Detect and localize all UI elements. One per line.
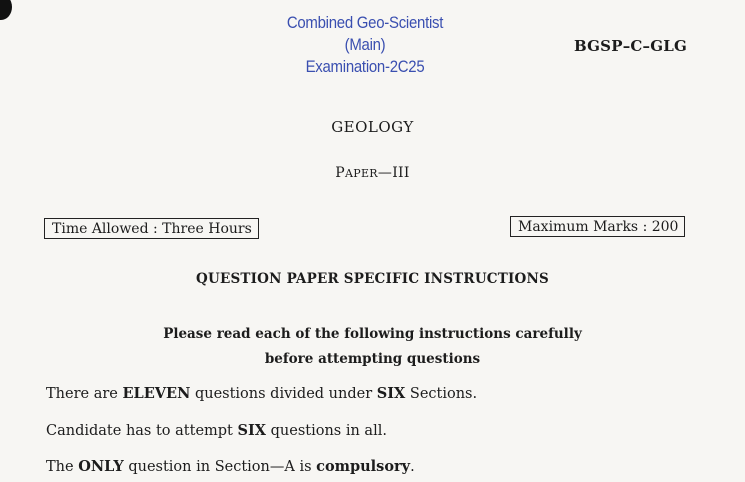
instruction-bold: SIX — [237, 422, 267, 439]
subject-title: GEOLOGY — [331, 118, 414, 136]
instruction-bold: SIX — [376, 385, 406, 402]
instruction-line — [46, 422, 387, 439]
stamp-line-2: Examination-2C25 — [305, 57, 425, 76]
paper-code: BGSP–C–GLG — [574, 37, 687, 55]
time-allowed-box: Time Allowed : Three Hours — [44, 218, 259, 239]
instructions-heading: QUESTION PAPER SPECIFIC INSTRUCTIONS — [196, 271, 549, 287]
instruction-text: Sections. — [405, 386, 478, 402]
instruction-bold: ELEVEN — [122, 385, 191, 402]
please-read-note — [0, 322, 745, 372]
instruction-bold: compulsory — [316, 458, 411, 475]
instruction-text: . — [410, 459, 415, 475]
paper-title: PAPER—III — [335, 165, 410, 181]
please-read-line-2: before attempting questions — [264, 351, 481, 367]
instruction-text: The — [46, 459, 79, 475]
instruction-text: questions divided under — [190, 386, 377, 402]
instruction-text: Candidate has to attempt — [46, 423, 238, 439]
corner-mark — [0, 0, 12, 20]
instruction-bold: ONLY — [78, 458, 124, 475]
instruction-text: question in Section—A is — [123, 459, 317, 475]
instruction-text: There are — [46, 386, 123, 402]
exam-stamp — [273, 12, 458, 78]
maximum-marks-box: Maximum Marks : 200 — [510, 216, 685, 237]
please-read-line-1: Please read each of the following instructions carefully — [163, 326, 582, 342]
instruction-line — [46, 385, 477, 402]
instruction-line — [46, 458, 415, 475]
stamp-line-1: Combined Geo-Scientist (Main) — [286, 13, 444, 54]
instruction-text: questions in all. — [266, 423, 387, 439]
